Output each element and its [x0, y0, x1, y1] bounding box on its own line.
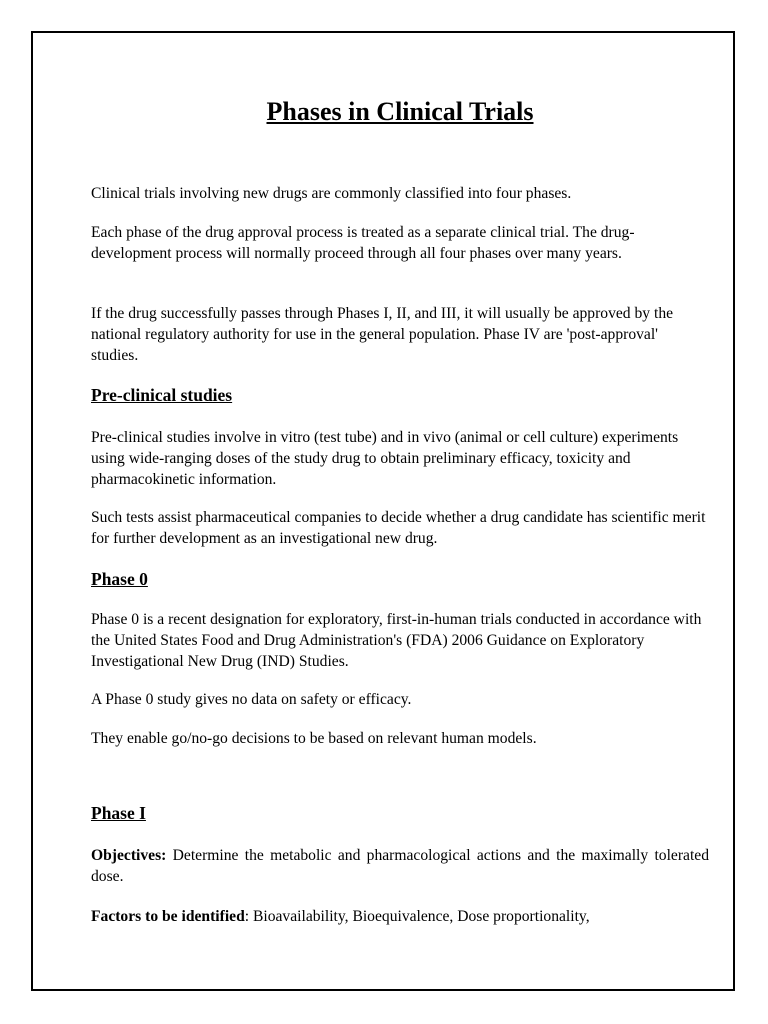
intro-paragraph-2: Each phase of the drug approval process is treated as a separate clinical trial. The drug-development process will normally proceed through all four phases over many years.: [91, 224, 635, 262]
phase-0-paragraph-3: They enable go/no-go decisions to be based on relevant human models.: [91, 730, 537, 747]
preclinical-paragraph-1: Pre-clinical studies involve in vitro (test tube) and in vivo (animal or cell culture) experiments using wide-ranging doses of the study drug to obtain preliminary efficacy, toxicity and pharmacokinetic information.: [91, 429, 679, 488]
preclinical-paragraph-2: Such tests assist pharmaceutical companies to decide whether a drug candidate has scientific merit for further development as an investigational new drug.: [91, 509, 706, 547]
section-heading-phase-1: Phase I: [91, 803, 146, 823]
intro-paragraph-1: Clinical trials involving new drugs are commonly classified into four phases.: [91, 185, 572, 202]
objectives-text: Determine the metabolic and pharmacological actions and the maximally tolerated dose.: [91, 847, 709, 885]
phase-1-objectives: [91, 845, 709, 887]
objectives-label: Objectives:: [91, 847, 167, 864]
phase-1-factors: [91, 906, 709, 927]
phase-0-paragraph-2: A Phase 0 study gives no data on safety or efficacy.: [91, 691, 412, 708]
section-heading-preclinical: Pre-clinical studies: [91, 385, 233, 405]
factors-label: Factors to be identified: [91, 908, 245, 925]
factors-text: : Bioavailability, Bioequivalence, Dose proportionality,: [244, 908, 590, 925]
phase-0-paragraph-1: Phase 0 is a recent designation for exploratory, first-in-human trials conducted in accordance with the United States Food and Drug Administration's (FDA) 2006 Guidance on Exploratory Investigational New Drug (IND) Studies.: [91, 611, 702, 670]
section-heading-phase-0: Phase 0: [91, 569, 148, 589]
intro-paragraph-3: If the drug successfully passes through Phases I, II, and III, it will usually be approved by the national regulatory authority for use in the general population. Phase IV are 'post-approval' studies.: [91, 305, 674, 364]
document-title: Phases in Clinical Trials: [266, 97, 534, 126]
document-page: [31, 31, 735, 991]
